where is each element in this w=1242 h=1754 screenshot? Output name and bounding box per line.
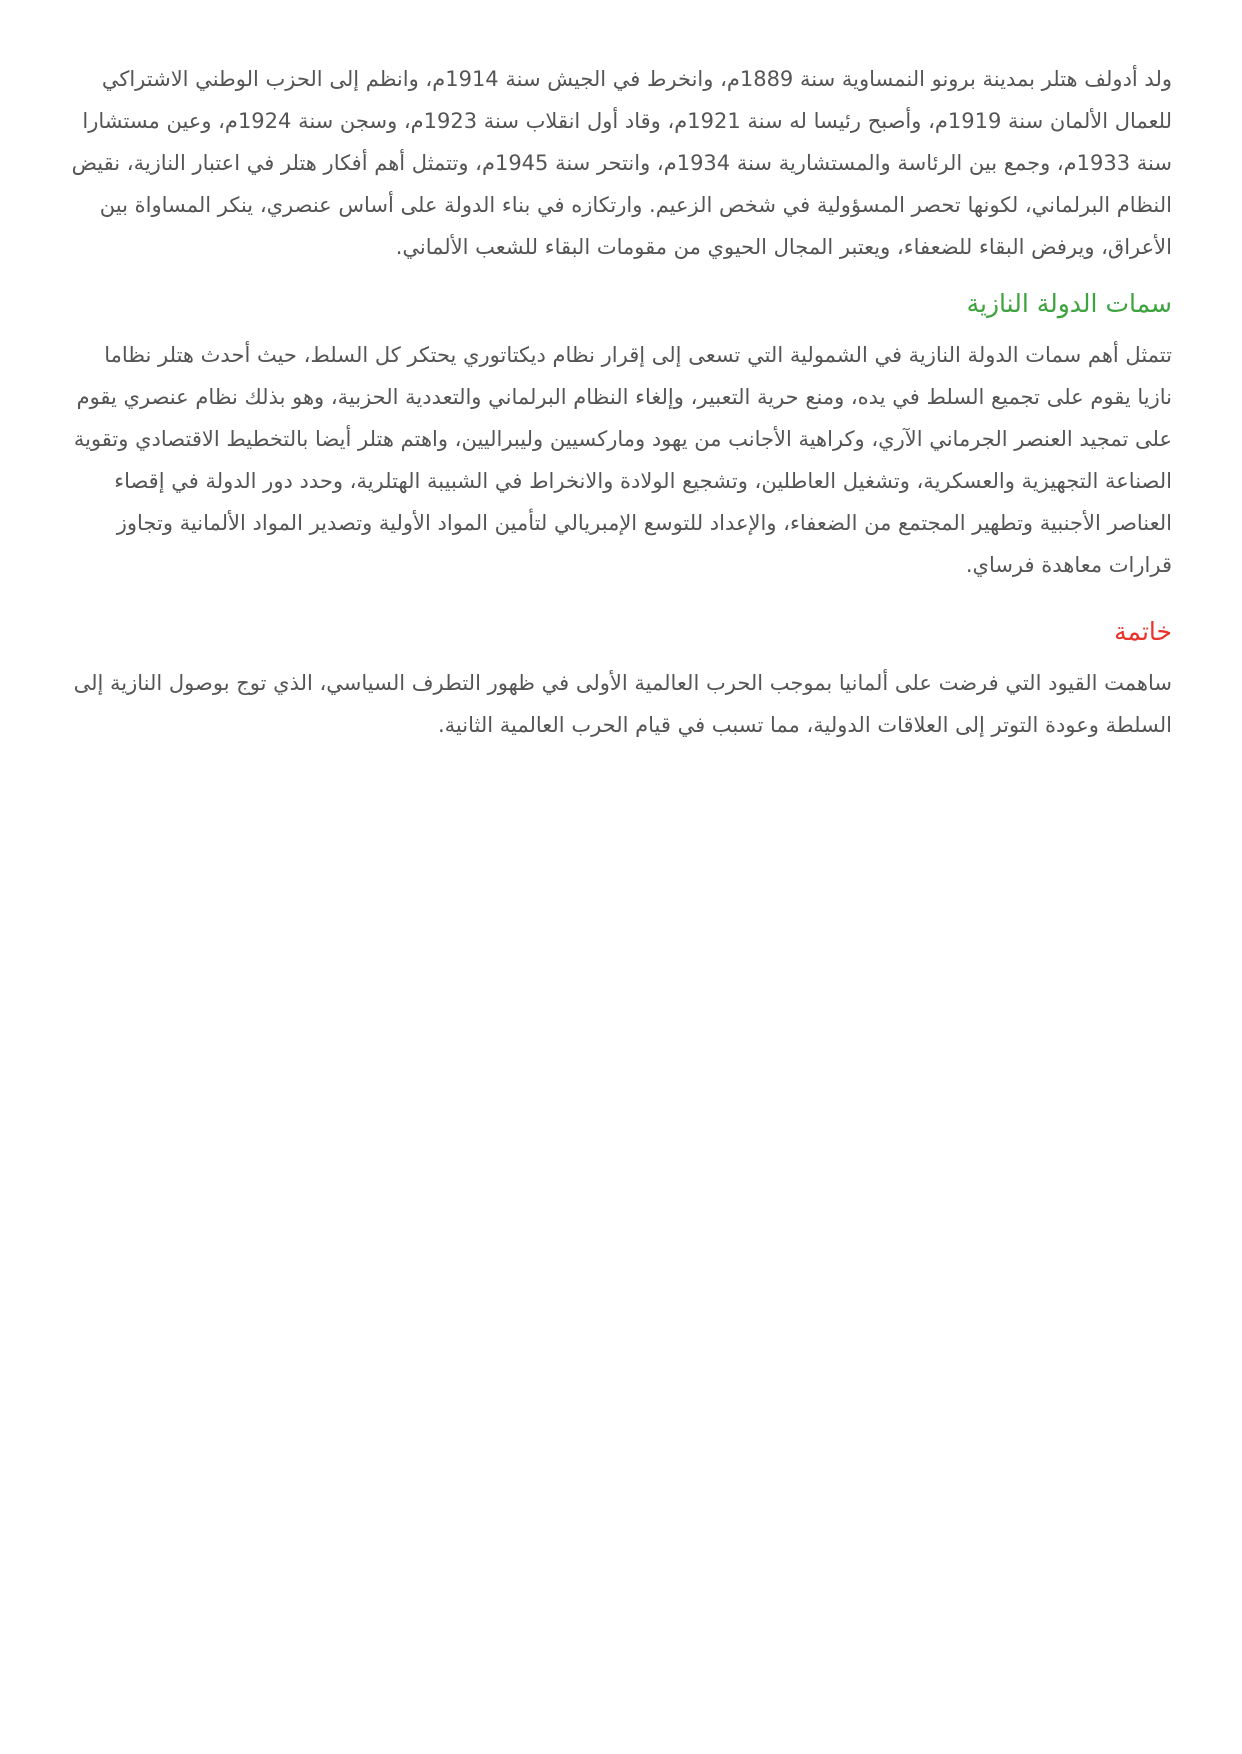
section-title-conclusion: خاتمة (1114, 617, 1172, 646)
document-page (70, 58, 1172, 746)
conclusion-paragraph: ساهمت القيود التي فرضت على ألمانيا بموجب الحرب العالمية الأولى في ظهور التطرف السياسي، الذي توج بوصول النازية إلى السلطة وعودة التوتر إلى العلاقات الدولية، مما تسبب في قيام الحرب العالمية الثانية. (73, 671, 1172, 737)
nazi-state-features-paragraph: تتمثل أهم سمات الدولة النازية في الشمولية التي تسعى إلى إقرار نظام ديكتاتوري يحتكر كل السلط، حيث أحدث هتلر نظاما نازيا يقوم على تجميع السلط في يده، ومنع حرية التعبير، وإلغاء النظام البرلماني والتعددية الحزبية، وهو بذلك نظام عنصري يقوم على تمجيد العنصر الجرماني الآري، وكراهية الأجانب من يهود وماركسيين وليبراليين، واهتم هتلر أيضا بالتخطيط الاقتصادي وتقوية الصناعة التجهيزية والعسكرية، وتشغيل العاطلين، وتشجيع الولادة والانخراط في الشبيبة الهتلرية، وحدد دور الدولة في إقصاء العناصر الأجنبية وتطهير المجتمع من الضعفاء، والإعداد للتوسع الإمبريالي لتأمين المواد الأولية وتصدير المواد الألمانية وتجاوز قرارات معاهدة فرساي. (73, 343, 1172, 577)
intro-paragraph: ولد أدولف هتلر بمدينة برونو النمساوية سنة 1889م، وانخرط في الجيش سنة 1914م، وانظم إلى الحزب الوطني الاشتراكي للعمال الألمان سنة 1919م، وأصبح رئيسا له سنة 1921م، وقاد أول انقلاب سنة 1923م، وسجن سنة 1924م، وعين مستشارا سنة 1933م، وجمع بين الرئاسة والمستشارية سنة 1934م، وانتحر سنة 1945م، وتتمثل أهم أفكار هتلر في اعتبار النازية، نقيض النظام البرلماني، لكونها تحصر المسؤولية في شخص الزعيم. وارتكازه في بناء الدولة على أساس عنصري، ينكر المساواة بين الأعراق، ويرفض البقاء للضعفاء، ويعتبر المجال الحيوي من مقومات البقاء للشعب الألماني. (71, 67, 1172, 259)
section-title-nazi-state-features: سمات الدولة النازية (966, 289, 1172, 318)
